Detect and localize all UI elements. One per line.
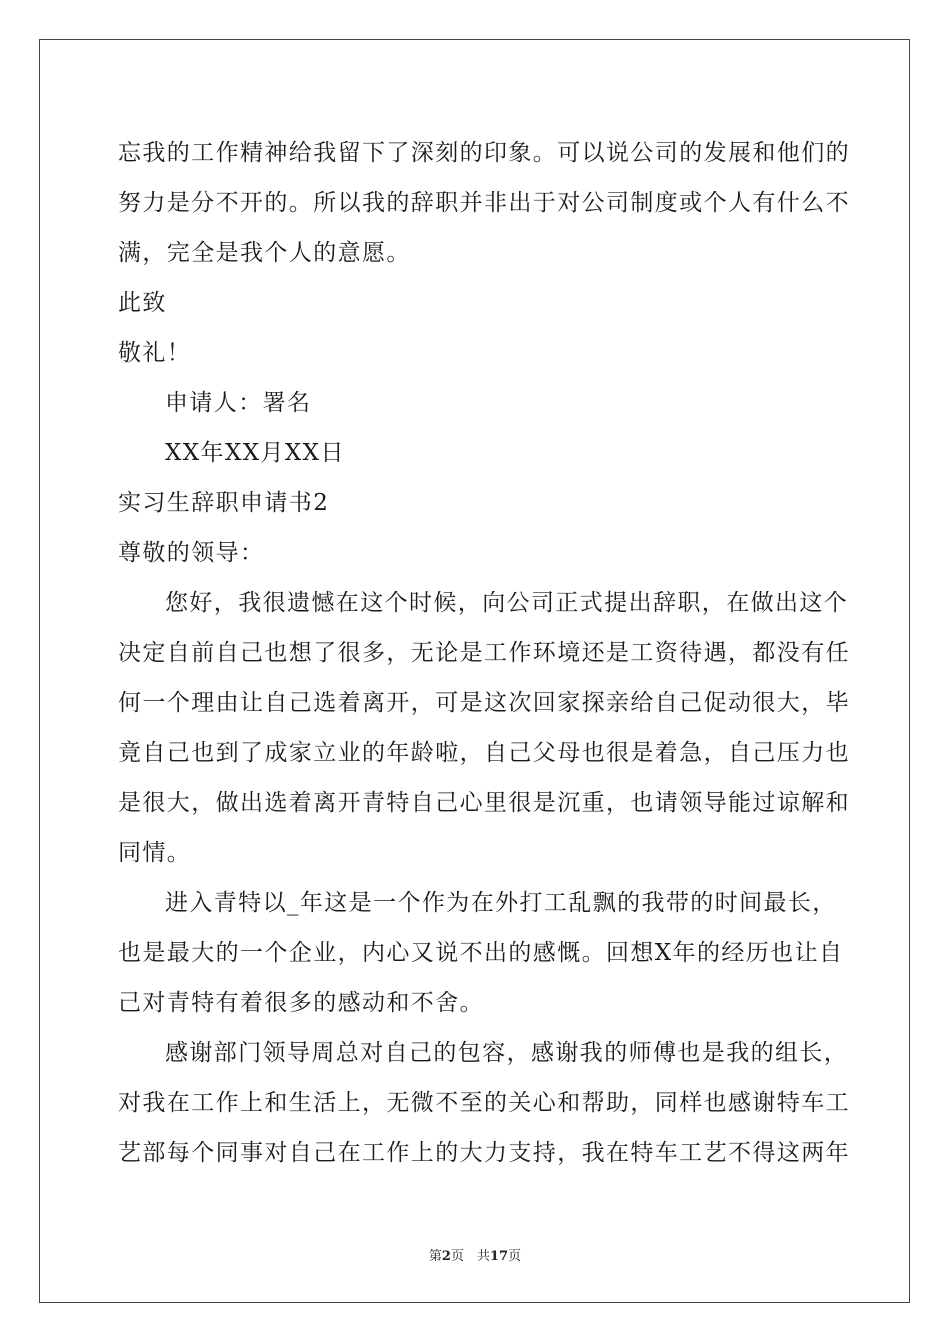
page-suffix: 页 xyxy=(508,1249,522,1264)
paragraph-line: 对我在工作上和生活上，无微不至的关心和帮助，同样也感谢特车工 xyxy=(118,1090,850,1116)
applicant-signature: 申请人：署名 xyxy=(165,390,312,416)
paragraph-line: 努力是分不开的。所以我的辞职并非出于对公司制度或个人有什么不 xyxy=(118,190,850,216)
signature-date: XX年XX月XX日 xyxy=(165,440,345,466)
current-page-number: 2 xyxy=(441,1249,451,1264)
paragraph-line: 忘我的工作精神给我留下了深刻的印象。可以说公司的发展和他们的 xyxy=(118,140,850,166)
section-title: 实习生辞职申请书2 xyxy=(118,490,330,516)
paragraph-line: 是很大，做出选着离开青特自己心里很是沉重，也请领导能过谅解和 xyxy=(118,790,850,816)
paragraph-line: 您好，我很遗憾在这个时候，向公司正式提出辞职，在做出这个 xyxy=(165,590,849,616)
paragraph-line: 艺部每个同事对自己在工作上的大力支持，我在特车工艺不得这两年 xyxy=(118,1140,850,1166)
paragraph-line: 进入青特以_年这是一个作为在外打工乱飘的我带的时间最长， xyxy=(165,890,837,916)
document-body xyxy=(118,128,850,1178)
paragraph-line: 满，完全是我个人的意愿。 xyxy=(118,240,411,266)
paragraph-line: 同情。 xyxy=(118,840,192,866)
letter-salutation: 尊敬的领导： xyxy=(118,540,265,566)
paragraph-line: 何一个理由让自己选着离开，可是这次回家探亲给自己促动很大，毕 xyxy=(118,690,850,716)
page-mid: 页 共 xyxy=(450,1249,490,1264)
paragraph-line: 也是最大的一个企业，内心又说不出的感慨。回想X年的经历也让自 xyxy=(118,940,844,966)
total-page-number: 17 xyxy=(489,1249,509,1264)
page-footer xyxy=(0,1245,950,1264)
closing-salutation: 此致 xyxy=(118,290,167,316)
paragraph-line: 竟自己也到了成家立业的年龄啦，自己父母也很是着急，自己压力也 xyxy=(118,740,850,766)
page-prefix: 第 xyxy=(428,1249,442,1264)
closing-regards: 敬礼！ xyxy=(118,340,192,366)
paragraph-line: 感谢部门领导周总对自己的包容，感谢我的师傅也是我的组长， xyxy=(165,1040,849,1066)
paragraph-line: 决定自前自己也想了很多，无论是工作环境还是工资待遇，都没有任 xyxy=(118,640,850,666)
paragraph-line: 己对青特有着很多的感动和不舍。 xyxy=(118,990,484,1016)
